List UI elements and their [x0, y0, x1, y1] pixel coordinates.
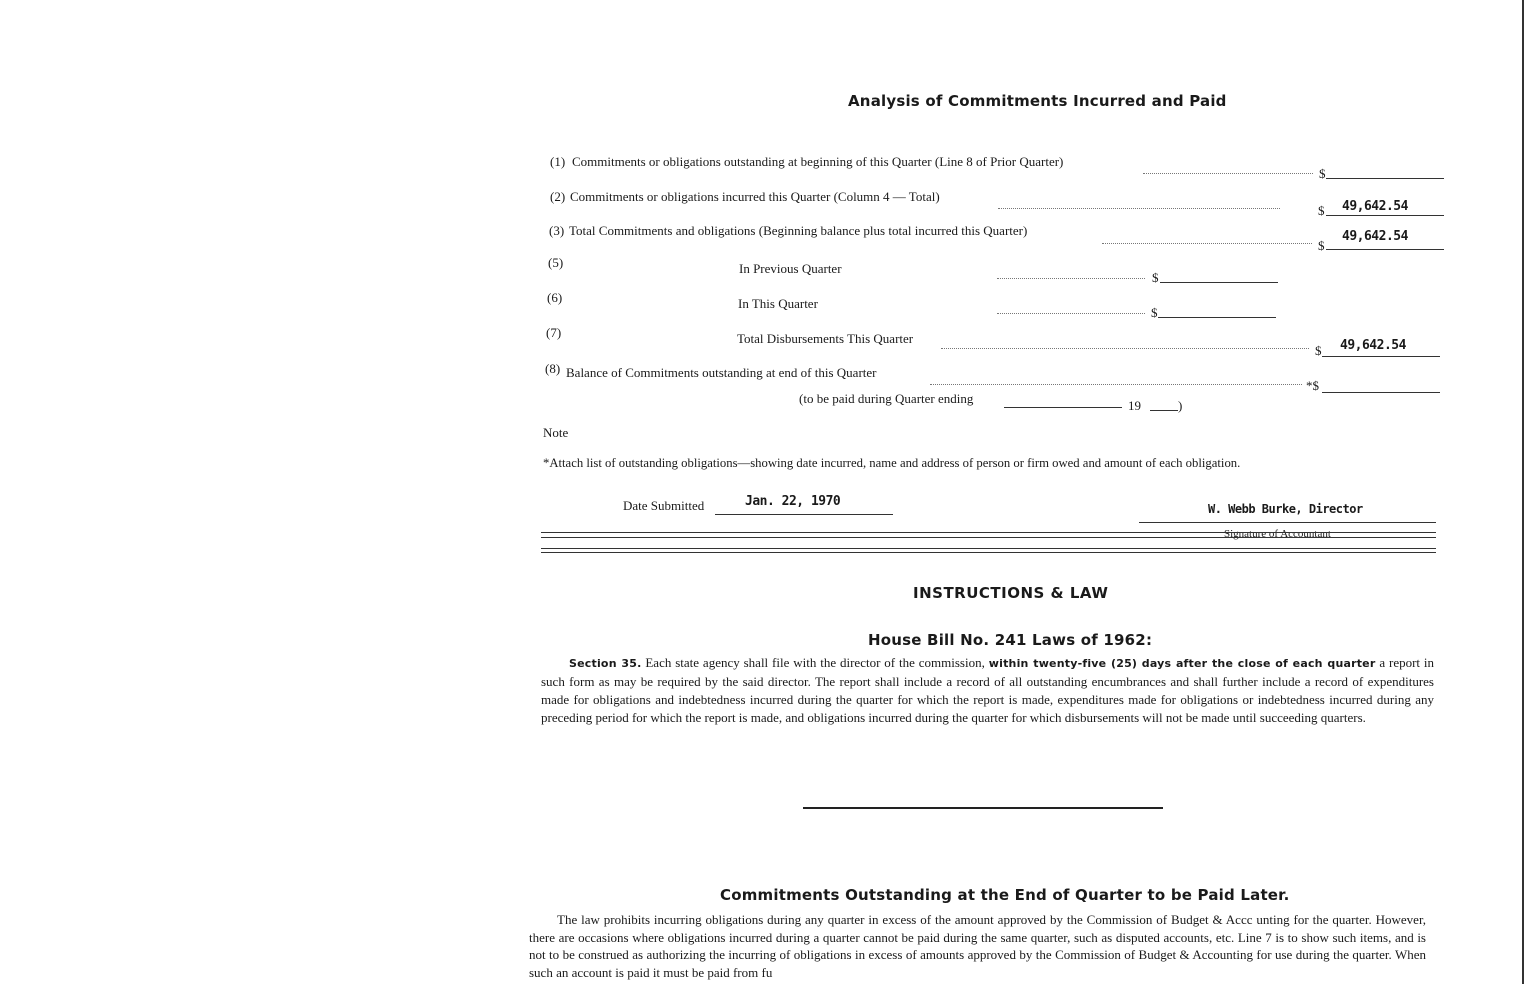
currency-sign: $ [1319, 166, 1326, 181]
section-label: Section 35. [569, 657, 642, 670]
note-text: *Attach list of outstanding obligations—showing date incurred, name and address of person or firm owed and amount of each obligation. [543, 456, 1241, 470]
row-number: (5) [548, 255, 564, 270]
center-rule [803, 807, 1163, 809]
page-edge [1522, 0, 1530, 984]
row-label: Commitments or obligations outstanding at beginning of this Quarter (Line 8 of Prior Quarter) [572, 154, 1064, 169]
row-number: (1) [550, 154, 566, 169]
note-label: Note [543, 425, 569, 440]
currency-sign: *$ [1306, 378, 1319, 393]
row-number: (2) [550, 189, 566, 204]
section-text-2: a report in such form as may be required by the said director. The report shall include a record of all outstanding encumbrances and shall further include a record of expenditures made for obligations and indebtedness incurred during the quarter for which the report is made, expenditures made for obligations or indebtedness incurred during any preceding period for which the report is made, and obligations incurred during the quarter for which disbursements will not be made until succeeding quarters. [541, 655, 1435, 725]
leader-dots [1143, 173, 1313, 174]
amount-line [1158, 317, 1276, 318]
currency-sign: $ [1318, 238, 1325, 253]
separator-top [541, 532, 1436, 538]
amount-line [1326, 178, 1444, 179]
leader-dots [941, 348, 1309, 349]
amount-line [1326, 215, 1444, 216]
row-label: In This Quarter [738, 296, 818, 311]
amount-line [1322, 356, 1440, 357]
signature-label: Signature of Accountant [1224, 528, 1331, 540]
year-prefix: 19 [1128, 398, 1141, 413]
leader-dots [997, 278, 1145, 279]
row-label: Balance of Commitments outstanding at end of this Quarter [566, 365, 877, 380]
section-35-paragraph [541, 654, 1434, 727]
separator-bottom [541, 548, 1436, 553]
leader-dots [1102, 243, 1312, 244]
leader-dots [997, 313, 1145, 314]
later-title: Commitments Outstanding at the End of Quarter to be Paid Later. [720, 886, 1290, 904]
currency-sign: $ [1318, 203, 1325, 218]
signature-line [1139, 522, 1436, 523]
amount-line [1322, 392, 1440, 393]
row-label: Commitments or obligations incurred this Quarter (Column 4 — Total) [570, 189, 940, 204]
row-number: (6) [547, 290, 563, 305]
amount-line [1160, 282, 1278, 283]
amount-value: 49,642.54 [1340, 338, 1406, 353]
leader-dots [930, 384, 1302, 385]
paid-during-label: (to be paid during Quarter ending [799, 391, 974, 406]
amount-line [1326, 249, 1444, 250]
later-paragraph: The law prohibits incurring obligations during any quarter in excess of the amount approved by the Commission of Budget & Accc unting for the quarter. However, there are occasions where obligations incurred during a quarter cannot be paid during the same quarter, such as disputed accounts, etc. Line 7 is to show such items, and is not to be construed as authorizing the incurring of obligations in excess of amounts approved by the Commission of Budget & Accounting for use during the quarter. When such an account is paid it must be paid from fu [529, 912, 1426, 980]
row-label: Total Commitments and obligations (Beginning balance plus total incurred this Quarter) [569, 223, 1028, 238]
leader-dots [998, 208, 1280, 209]
signature-value: W. Webb Burke, Director [1208, 502, 1363, 516]
quarter-ending-line [1004, 407, 1122, 408]
row-number: (8) [545, 361, 561, 376]
date-submitted-value: Jan. 22, 1970 [745, 494, 841, 509]
row-number: (7) [546, 325, 562, 340]
instructions-title: INSTRUCTIONS & LAW [913, 584, 1109, 602]
currency-sign: $ [1151, 305, 1158, 320]
year-line [1150, 410, 1178, 411]
house-bill-title: House Bill No. 241 Laws of 1962: [868, 631, 1153, 649]
year-suffix: ) [1178, 398, 1183, 413]
row-label: Total Disbursements This Quarter [737, 331, 914, 346]
row-number: (3) [549, 223, 565, 238]
currency-sign: $ [1315, 343, 1322, 358]
section-bold-text: within twenty-five (25) days after the close of each quarter [988, 657, 1376, 670]
date-line [715, 514, 893, 515]
row-label: In Previous Quarter [739, 261, 842, 276]
currency-sign: $ [1152, 270, 1159, 285]
amount-value: 49,642.54 [1342, 199, 1408, 214]
date-submitted-label: Date Submitted [623, 498, 705, 513]
amount-value: 49,642.54 [1342, 229, 1408, 244]
section-text-1: Each state agency shall file with the director of the commission, [645, 655, 985, 670]
analysis-title: Analysis of Commitments Incurred and Paid [848, 92, 1227, 110]
